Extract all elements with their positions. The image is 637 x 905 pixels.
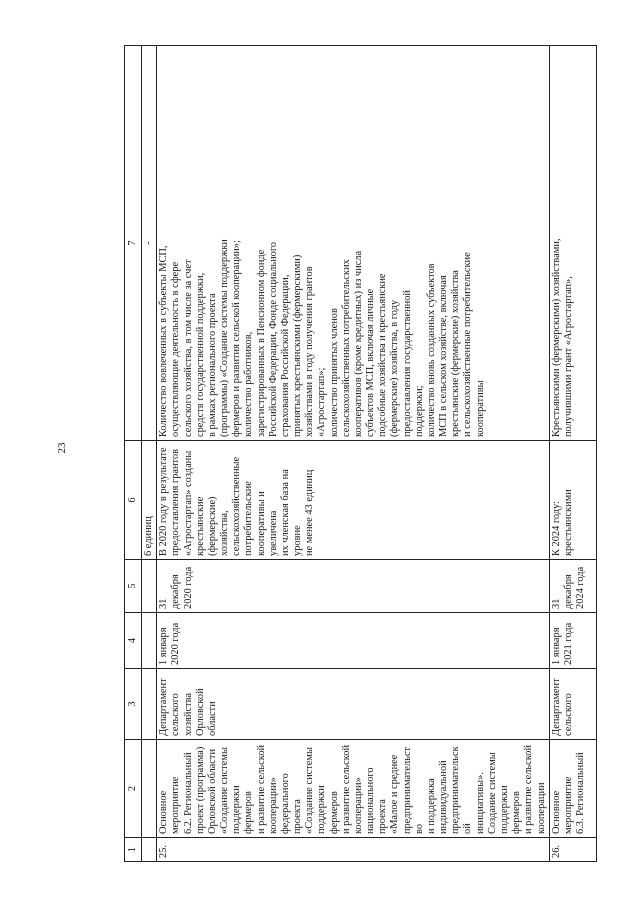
end-date-cell: 31 декабря 2024 года [549,560,596,613]
measures-table [124,45,597,862]
start-date-cell: 1 января 2020 года [157,613,550,669]
event-cell: Основное мероприятие 6.2. Региональный проект (программа) Орловской области «Создание системы поддержки фермеров и развитие сельской кооперации» федерального проекта «Создание системы поддержки фермеров и развитие сельской кооперации» национального проекта «Малое и среднее предпринимательство и поддержка индивидуальной предпринимательской инициативы». Создание системы поддержки фермеров и развитие сельской кооперации [157,740,550,838]
continuation-cell-4 [142,613,157,669]
continuation-cell-2 [142,740,157,838]
executor-cell: Департамент сельского хозяйства Орловской области [157,669,550,740]
start-date-cell: 1 января 2021 года [549,613,596,669]
continuation-row [142,46,157,862]
header-cell-6: 6 [125,441,142,560]
event-cell: Основное мероприятие 6.3. Региональный [549,740,596,838]
continuation-cell-3 [142,669,157,740]
result-cell: В 2020 году в результате предоставления грантов «Агростартап» созданы крестьянские (фермерские) хозяйства, сельскохозяйственные потребительские кооперативы и увеличена их членская база на уровне не менее 43 единиц [157,441,550,560]
header-row [125,46,142,862]
continuation-indicator-cell: - [142,46,157,441]
header-cell-5: 5 [125,560,142,613]
continuation-result-cell: 6 единиц [142,441,157,560]
header-cell-1: 1 [125,838,142,862]
page-number: 23 [56,442,68,454]
end-date-cell: 31 декабря 2020 года [157,560,550,613]
continuation-cell-5 [142,560,157,613]
rotated-table-container [124,46,616,862]
header-cell-7: 7 [125,46,142,441]
table-row [549,46,596,862]
row-number: 26. [549,838,596,862]
continuation-cell-1 [142,838,157,862]
header-cell-4: 4 [125,613,142,669]
row-number: 25. [157,838,550,862]
header-cell-2: 2 [125,740,142,838]
executor-cell: Департамент сельского [549,669,596,740]
table-row [157,46,550,862]
header-cell-3: 3 [125,669,142,740]
indicators-cell: Количество вовлеченных в субъекты МСП, осуществляющие деятельность в сфере сельского хозяйства, в том числе за счет средств государственной поддержки, в рамках регионального проекта (программы) «Создание системы поддержки фермеров и развития сельской кооперации»; количество работников, зарегистрированных в Пенсионном фонде Российской Федерации, Фонде социального страхования Российской Федерации, принятых крестьянскими (фермерскими) хозяйствами в году получения грантов «Агростартап»; количество принятых членов сельскохозяйственных потребительских кооперативов (кроме кредитных) из числа субъектов МСП, включая личные подсобные хозяйства и крестьянские (фермерские) хозяйства, в году предоставления государственной поддержки; количество вновь созданных субъектов МСП в сельском хозяйстве, включая крестьянские (фермерские) хозяйства и сельскохозяйственные потребительские кооперативы [157,46,550,441]
indicators-cell: Крестьянскими (фермерскими) хозяйствами, получившими грант «Агростартап», [549,46,596,441]
result-cell: К 2024 году: крестьянскими [549,441,596,560]
